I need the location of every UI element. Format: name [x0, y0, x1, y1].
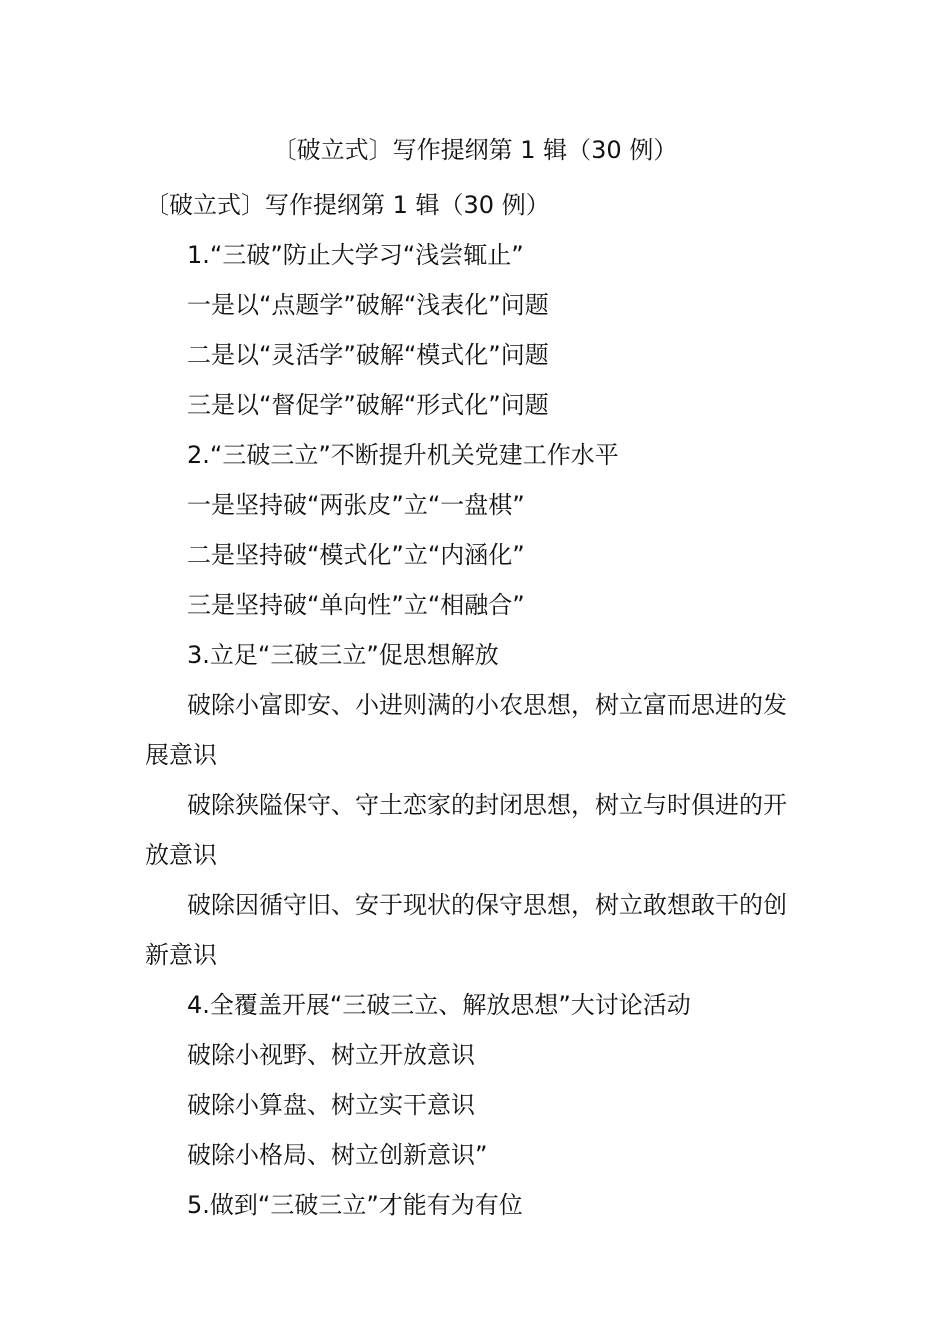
paragraph: 二是以“灵活学”破解“模式化”问题 [187, 341, 549, 369]
paragraph: 二是坚持破“模式化”立“内涵化” [187, 541, 525, 569]
paragraph: 破除小算盘、树立实干意识 [187, 1091, 475, 1119]
section-heading-3: 3.立足“三破三立”促思想解放 [187, 641, 499, 669]
paragraph: 破除小富即安、小进则满的小农思想，树立富而思进的发展意识 [145, 691, 787, 769]
paragraph: 破除狭隘保守、守土恋家的封闭思想，树立与时俱进的开放意识 [145, 791, 787, 869]
document-body [145, 180, 810, 1230]
paragraph: 三是坚持破“单向性”立“相融合” [187, 591, 525, 619]
section-heading-1: 1.“三破”防止大学习“浅尝辄止” [187, 241, 524, 269]
paragraph: 破除小格局、树立创新意识” [187, 1141, 488, 1169]
section-heading-5: 5.做到“三破三立”才能有为有位 [187, 1191, 523, 1219]
document-title: 〔破立式〕写作提纲第 1 辑（30 例） [272, 136, 678, 164]
paragraph: 破除小视野、树立开放意识 [187, 1041, 475, 1069]
paragraph: 三是以“督促学”破解“形式化”问题 [187, 391, 549, 419]
section-heading-2: 2.“三破三立”不断提升机关党建工作水平 [187, 441, 619, 469]
subtitle-paragraph: 〔破立式〕写作提纲第 1 辑（30 例） [145, 191, 550, 219]
paragraph: 一是以“点题学”破解“浅表化”问题 [187, 291, 549, 319]
paragraph: 破除因循守旧、安于现状的保守思想，树立敢想敢干的创新意识 [145, 891, 787, 969]
paragraph: 一是坚持破“两张皮”立“一盘棋” [187, 491, 525, 519]
section-heading-4: 4.全覆盖开展“三破三立、解放思想”大讨论活动 [187, 991, 691, 1019]
